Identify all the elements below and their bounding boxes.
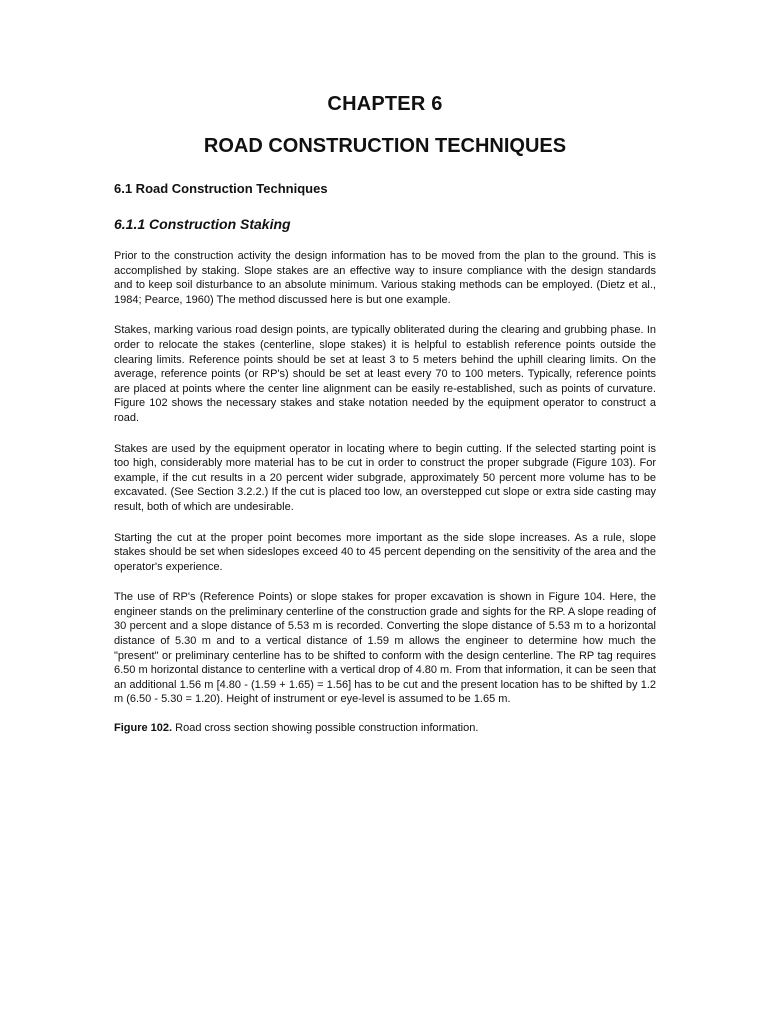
document-page [114,90,656,736]
figure-caption-label: Figure 102. [114,722,173,735]
figure-caption [114,721,656,736]
figure-caption-text: Road cross section showing possible construction information. [172,722,479,735]
paragraph-reference-points: Stakes, marking various road design points, are typically obliterated during the clearing and grubbing phase. In order to relocate the stakes (centerline, slope stakes) it is helpful to establish reference points outside the clearing limits. Reference points should be set at least 3 to 5 meters behind the uphill clearing limits. On the average, reference points (or RP's) should be set at least every 70 to 100 meters. Typically, reference points are placed at points where the center line alignment can be easily re-established, such as points of curvature. Figure 102 shows the necessary stakes and stake notation needed by the equipment operator to construct a road. [114,324,656,424]
paragraph-side-slope: Starting the cut at the proper point becomes more important as the side slope increases. As a rule, slope stakes should be set when sideslopes exceed 40 to 45 percent depending on the sensitivity of the area and the operator's experience. [114,531,656,573]
paragraph-staking-intro: Prior to the construction activity the design information has to be moved from the plan to the ground. This is accomplished by staking. Slope stakes are an effective way to insure compliance with the design standards and to keep soil disturbance to an absolute minimum. Various staking methods can be employed. (Dietz et al., 1984; Pearce, 1960) The method discussed here is but one example. [114,250,656,306]
paragraph-rp-usage: The use of RP's (Reference Points) or slope stakes for proper excavation is shown in Figure 104. Here, the engineer stands on the preliminary centerline of the construction grade and sights for the RP. A slope reading of 30 percent and a slope distance of 5.53 m is recorded. Converting the slope distance of 5.53 m to a horizontal distance of 5.30 m and to a vertical distance of 1.59 m allows the engineer to determine how much the "present" or preliminary centerline has to be shifted to conform with the design centerline. The RP tag requires 6.50 m horizontal distance to centerline with a vertical drop of 4.80 m. From that information, it can be seen that an additional 1.56 m [4.80 - (1.59 + 1.65) = 1.56] has to be cut and the present location has to be shifted by 1.2 m (6.50 - 5.30 = 1.20). Height of instrument or eye-level is assumed to be 1.65 m. [114,591,656,706]
section-heading: 6.1 Road Construction Techniques [114,181,328,196]
paragraph-cutting-start: Stakes are used by the equipment operator in locating where to begin cutting. If the selected starting point is too high, considerably more material has to be cut in order to construct the proper subgrade (Figure 103). For example, if the cut results in a 20 percent wider subgrade, approximately 50 percent more volume has to be excavated. (See Section 3.2.2.) If the cut is placed too low, an overstepped cut slope or extra side casting may result, both of which are undesirable. [114,442,656,513]
chapter-number: CHAPTER 6 [327,93,443,115]
chapter-title: ROAD CONSTRUCTION TECHNIQUES [203,135,567,157]
subsection-heading: 6.1.1 Construction Staking [114,216,291,232]
